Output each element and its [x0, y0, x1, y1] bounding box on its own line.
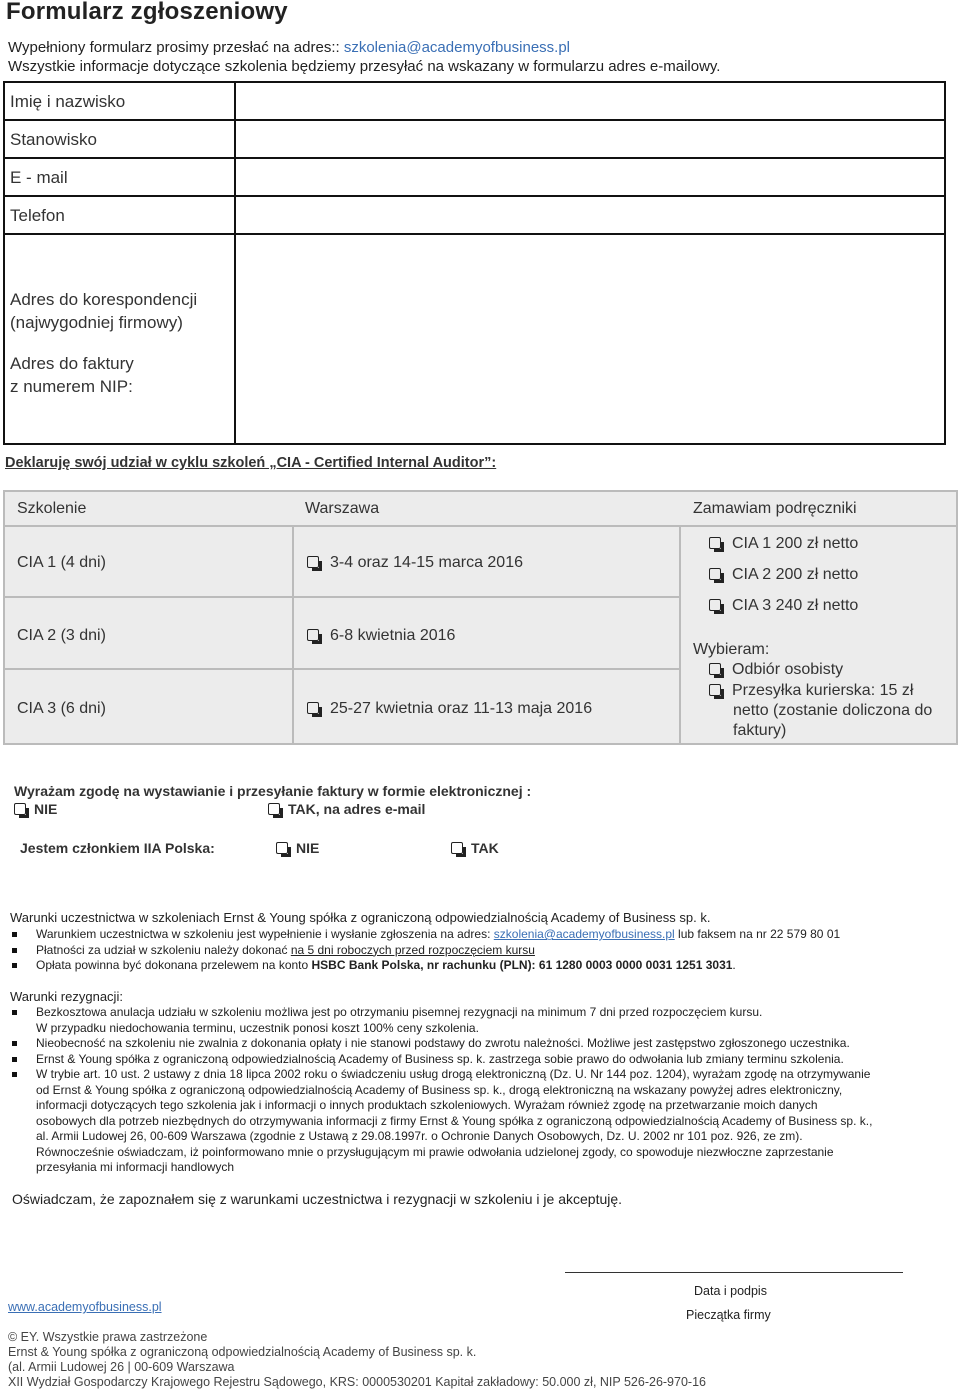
header-city: Warszawa [305, 500, 380, 517]
courier-option[interactable] [709, 681, 932, 741]
resignation-item-4b: od Ernst & Young spółka z ograniczoną odpowiedzialnością Academy of Business sp. k., drogą elektroniczną na wskazany powyżej adres elektroniczny, [36, 1082, 843, 1097]
checkbox-icon[interactable] [268, 803, 280, 815]
intro-text [8, 38, 720, 76]
conditions-item-2-text: Płatności za udział w szkoleniu należy dokonać [36, 942, 291, 957]
footer-block [8, 1330, 706, 1390]
checkbox-icon[interactable] [307, 629, 319, 641]
intro-line2: Wszystkie informacje dotyczące szkolenia będziemy przesyłać na wskazany w formularzu adres e-mailowy. [8, 58, 721, 75]
course-cia3: CIA 3 (6 dni) [17, 700, 106, 717]
checkbox-icon[interactable] [709, 568, 721, 580]
date-cia2: 6-8 kwietnia 2016 [330, 627, 456, 644]
consent-no-label: NIE [34, 801, 58, 817]
pickup-option[interactable] [709, 661, 843, 679]
consent-yes-option[interactable] [268, 801, 425, 817]
resignation-item-2: Nieobecność na szkoleniu nie zwalnia z dokonania opłaty i nie stanowi podstawy do zwrotu należności. Możliwe jest zastępstwo zgłoszonego uczestnika. [10, 1036, 955, 1052]
date-cia1: 3-4 oraz 14-15 marca 2016 [330, 554, 523, 571]
row-divider-1 [5, 596, 679, 598]
conditions-email-link[interactable]: szkolenia@academyofbusiness.pl [493, 927, 675, 941]
member-no-label: NIE [296, 840, 320, 856]
invoice-label-line2: z numerem NIP: [10, 377, 133, 396]
date-option-cia2[interactable] [307, 627, 455, 645]
name-label: Imię i nazwisko [10, 92, 126, 111]
invoice-label-line1: Adres do faktury [10, 354, 134, 373]
resignation-item-4a: W trybie art. 10 ust. 2 ustawy z dnia 18 lipca 2002 roku o świadczeniu usług drogą elektroniczną (Dz. U. Nr 144 poz. 1204), wyrażam zgodę na otrzymywanie [36, 1067, 871, 1081]
checkbox-icon[interactable] [709, 663, 721, 675]
conditions-item-3-text: Opłata powinna być dokonana przelewem na konto [36, 958, 312, 972]
training-table [3, 490, 958, 745]
position-label: Stanowisko [10, 130, 97, 149]
conditions-list [10, 927, 940, 974]
member-yes-label: TAK [471, 840, 499, 856]
consent-yes-label: TAK, na adres e-mail [288, 801, 426, 817]
resignation-item-1a: Bezkosztowa anulacja udziału w szkoleniu możliwa jest po otrzymaniu pisemnej rezygnacji na minimum 7 dni przed rozpoczęciem kursu. [36, 1005, 763, 1019]
intro-email-link[interactable]: szkolenia@academyofbusiness.pl [343, 39, 571, 56]
resignation-item-4d: osobowych dla potrzeb niezbędnych do otrzymywania informacji z firmy Ernst & Young spółka z ograniczoną odpowiedzialnością Academy of Business sp. k., [36, 1113, 873, 1128]
phone-field[interactable] [238, 197, 944, 233]
date-option-cia3[interactable] [307, 700, 592, 718]
course-cia2: CIA 2 (3 dni) [17, 627, 106, 644]
checkbox-icon[interactable] [307, 556, 319, 568]
checkbox-icon[interactable] [307, 702, 319, 714]
resignation-item-4f: Równocześnie oświadczam, iż poinformowano mnie o przysługującym mi prawie odwołania udzielonej zgody, co spowoduje niezwłoczne zaprzestanie [36, 1144, 834, 1159]
footer-address: (al. Armii Ludowej 26 | 00-609 Warszawa [8, 1360, 235, 1374]
book-option-cia3[interactable] [709, 597, 858, 615]
address-label-line2: (najwygodniej firmowy) [10, 313, 183, 332]
header-books: Zamawiam podręczniki [693, 500, 857, 517]
bank-account: HSBC Bank Polska, nr rachunku (PLN): 61 1280 0003 0000 0031 1251 3031 [311, 958, 733, 972]
consent-title: Wyrażam zgodę na wystawianie i przesyłanie faktury w formie elektronicznej : [14, 783, 532, 799]
resignation-item-1b: W przypadku niedochowania terminu, uczestnik ponosi koszt 100% ceny szkolenia. [36, 1020, 479, 1035]
email-label: E - mail [10, 168, 68, 187]
footer-registry: XII Wydział Gospodarczy Krajowego Rejestru Sądowego, KRS: 0000530201 Kapitał zakładowy: 50.000 zł, NIP 526-26-970-16 [8, 1375, 706, 1389]
invoice-label [10, 352, 134, 398]
email-field[interactable] [238, 159, 944, 195]
course-cia1: CIA 1 (4 dni) [17, 554, 106, 571]
date-cia3: 25-27 kwietnia oraz 11-13 maja 2016 [330, 700, 593, 717]
position-field[interactable] [238, 121, 944, 157]
checkbox-icon[interactable] [709, 684, 721, 696]
member-label: Jestem członkiem IIA Polska: [20, 840, 215, 856]
member-no-option[interactable] [276, 840, 319, 856]
conditions-item-3-suffix: . [732, 958, 736, 972]
footer-copyright: © EY. Wszystkie prawa zastrzeżone [8, 1330, 208, 1344]
conditions-title: Warunki uczestnictwa w szkoleniach Ernst & Young spółka z ograniczoną odpowiedzialnością Academy of Business sp. k. [10, 910, 711, 925]
resignation-item-4g: przesyłania mi informacji handlowych [36, 1160, 235, 1174]
signature-date-label: Data i podpis [694, 1284, 767, 1298]
name-field[interactable] [238, 83, 944, 119]
conditions-item-1 [10, 927, 940, 943]
checkbox-icon[interactable] [276, 842, 288, 854]
phone-label: Telefon [10, 206, 65, 225]
declaration-label: Deklaruję swój udział w cyklu szkoleń „CIA - Certified Internal Auditor”: [5, 455, 497, 471]
address-label [10, 288, 197, 334]
courier-label-3: faktury) [733, 722, 787, 739]
address-cell [5, 235, 236, 443]
signature-line [565, 1272, 903, 1273]
book-option-cia1[interactable] [709, 535, 858, 553]
header-course: Szkolenie [17, 500, 87, 517]
courier-label-1: Przesyłka kurierska: 15 zł [732, 682, 914, 699]
address-field[interactable] [238, 235, 944, 443]
checkbox-icon[interactable] [709, 599, 721, 611]
resignation-list [10, 1005, 955, 1176]
date-option-cia1[interactable] [307, 554, 523, 572]
book-cia2: CIA 2 200 zł netto [732, 566, 859, 583]
company-stamp-label: Pieczątka firmy [686, 1308, 771, 1322]
col-divider-1 [292, 525, 294, 743]
page-title: Formularz zgłoszeniowy [6, 0, 288, 25]
conditions-item-3 [10, 958, 940, 974]
footer-company: Ernst & Young spółka z ograniczoną odpowiedzialnością Academy of Business sp. k. [8, 1345, 477, 1359]
declaration-text [5, 455, 496, 471]
resignation-item-4 [10, 1067, 955, 1176]
conditions-item-2 [10, 943, 940, 959]
checkbox-icon[interactable] [451, 842, 463, 854]
conditions-item-1-text: Warunkiem uczestnictwa w szkoleniu jest wypełnienie i wysłanie zgłoszenia na adres: [36, 927, 494, 941]
acceptance-statement: Oświadczam, że zapoznałem się z warunkami uczestnictwa i rezygnacji w szkoleniu i je akceptuję. [12, 1191, 623, 1207]
book-cia1: CIA 1 200 zł netto [732, 535, 859, 552]
website-link[interactable]: www.academyofbusiness.pl [8, 1300, 162, 1314]
book-option-cia2[interactable] [709, 566, 858, 584]
consent-no-option[interactable] [14, 801, 57, 817]
book-cia3: CIA 3 240 zł netto [732, 597, 859, 614]
row-divider-2 [5, 668, 679, 670]
personal-data-table [3, 81, 946, 445]
resignation-item-4c: informacji dotyczących tego szkolenia jak i informacji o innych produktach szkoleniowych. Wyrażam również zgodę na przetwarzanie moich danych [36, 1098, 818, 1112]
conditions-item-2-underline: na 5 dni roboczych przed rozpoczęciem kursu [290, 942, 535, 957]
address-label-line1: Adres do korespondencji [10, 290, 198, 309]
resignation-title: Warunki rezygnacji: [10, 989, 123, 1004]
intro-line1: Wypełniony formularz prosimy przesłać na adres:: [8, 39, 344, 56]
header-divider [5, 525, 956, 527]
courier-label-2: netto (zostanie doliczona do [733, 702, 933, 719]
resignation-item-1 [10, 1005, 955, 1036]
pickup-label: Odbiór osobisty [732, 661, 844, 678]
checkbox-icon[interactable] [14, 803, 26, 815]
checkbox-icon[interactable] [709, 537, 721, 549]
member-yes-option[interactable] [451, 840, 499, 856]
choose-label: Wybieram: [693, 641, 770, 658]
conditions-item-1-suffix: lub faksem na nr 22 579 80 01 [674, 927, 841, 941]
resignation-item-3: Ernst & Young spółka z ograniczoną odpowiedzialnością Academy of Business sp. k. zastrzega sobie prawo do odwołania lub zmiany terminu szkolenia. [10, 1052, 955, 1068]
col-divider-2 [679, 525, 681, 743]
resignation-item-4e: al. Armii Ludowej 26, 00-609 Warszawa (zgodnie z Ustawą z 29.08.1997r. o Ochronie Danych Osobowych, Dz. U. 2002 nr 101 poz. 926, ze zm). [36, 1129, 803, 1143]
